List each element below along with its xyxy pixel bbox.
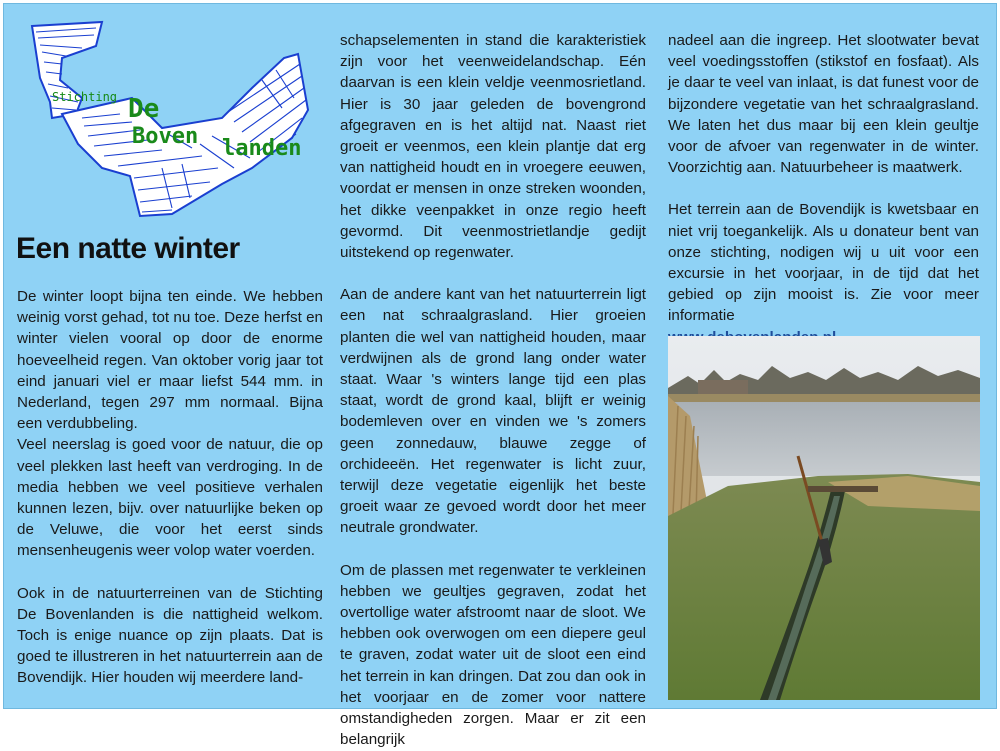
logo-landen-text: landen [222,136,302,161]
article-column-3 [668,30,979,348]
bovenlanden-logo [22,18,312,223]
logo-de-text: De [128,94,160,124]
logo-stichting-text: Stichting [52,90,118,104]
paragraph: schapselementen in stand die karakteristiek zijn voor het veenweidelandschap. Eén daarvan is een klein veldje veenmosrietland. Hier is 30 jaar geleden de bovengrond afgegraven en is het altijd nat. Naast riet groeit er veenmos, een klein plantje dat erg van nattigheid houdt en in vroegere eeuwen, voordat er mensen in onze streken woonden, het dikke veenpakket in onze regio heeft gevormd. Dit veenmostrietlandje gedijt uitstekend op regenwater. [340,32,646,262]
paragraph: nadeel aan die ingreep. Het slootwater bevat veel voedingsstoffen (stikstof en fosfaat). Als je daar te veel van inlaat, is dat funest voor de bijzondere vegetatie van het schraalgrasland. We laten het dus maar bij een klein geultje voor de afvoer van regenwater in de winter. Voorzichtig aan. Natuurbeheer is maatwerk. [668,32,979,177]
paragraph: De winter loopt bijna ten einde. We hebben weinig vorst gehad, tot nu toe. Deze herfst en winter vielen vooral op door de enorme hoeveelheid regen. Van oktober vorig jaar tot eind januari viel er maar liefst 544 mm. in Nederland, tegen 297 mm normaal. Bijna een verdubbeling. [17,288,323,433]
landscape-photo [668,336,980,700]
map-icon [22,18,312,223]
paragraph: Aan de andere kant van het natuurterrein ligt een nat schraalgrasland. Hier groeien planten die wel van nattigheid houden, maar verdwijnen als de grond lang onder water staat. Waar 's winters lange tijd een plas staat, wordt de grond kaal, blijft er weinig bodemleven over en vinden we 's zomers geen zonnedauw, blauwe zegge of orchideeën. Het regenwater is licht zuur, terwijl deze vegetatie eigenlijk het beste groeit waar ze gevoed wordt door het meer neutrale grondwater. [340,286,646,537]
paragraph: Ook in de natuurterreinen van de Stichting De Bovenlanden is die nattigheid welkom. Toch is enige nuance op zijn plaats. Dat is goed te illustreren in het natuurterrein aan de Bovendijk. Hier houden wij meerdere land- [17,584,323,687]
article-column-1 [17,286,323,689]
article-title: Een natte winter [16,232,240,265]
paragraph: Om de plassen met regenwater te verkleinen hebben we geultjes gegraven, zodat het overtollige water afstroomt naar de sloot. We hebben ook overwogen om een diepere geul te graven, zodat water uit de sloot een eind het terrein in kan dringen. Dat zou dan ook in het voorjaar en de zomer voor nattere omstandigheden zorgen. Maar er zit een belangrijk [340,561,646,749]
paragraph: Het terrein aan de Bovendijk is kwetsbaar en niet vrij toegankelijk. Als u donateur bent van onze stichting, nodigen wij u uit voor een excursie in het voorjaar, in de tijd dat het gebied op zijn mooist is. Zie voor meer informatie [668,201,979,325]
paragraph: Veel neerslag is goed voor de natuur, die op veel plekken last heeft van verdroging. In de media hebben we veel positieve verhalen kunnen lezen, bijv. over natuurlijke beken op de Veluwe, die voor het eerst sinds mensenheugenis weer volop water voerden. [17,436,323,560]
logo-boven-text: Boven [132,124,199,149]
article-column-2 [340,30,646,751]
